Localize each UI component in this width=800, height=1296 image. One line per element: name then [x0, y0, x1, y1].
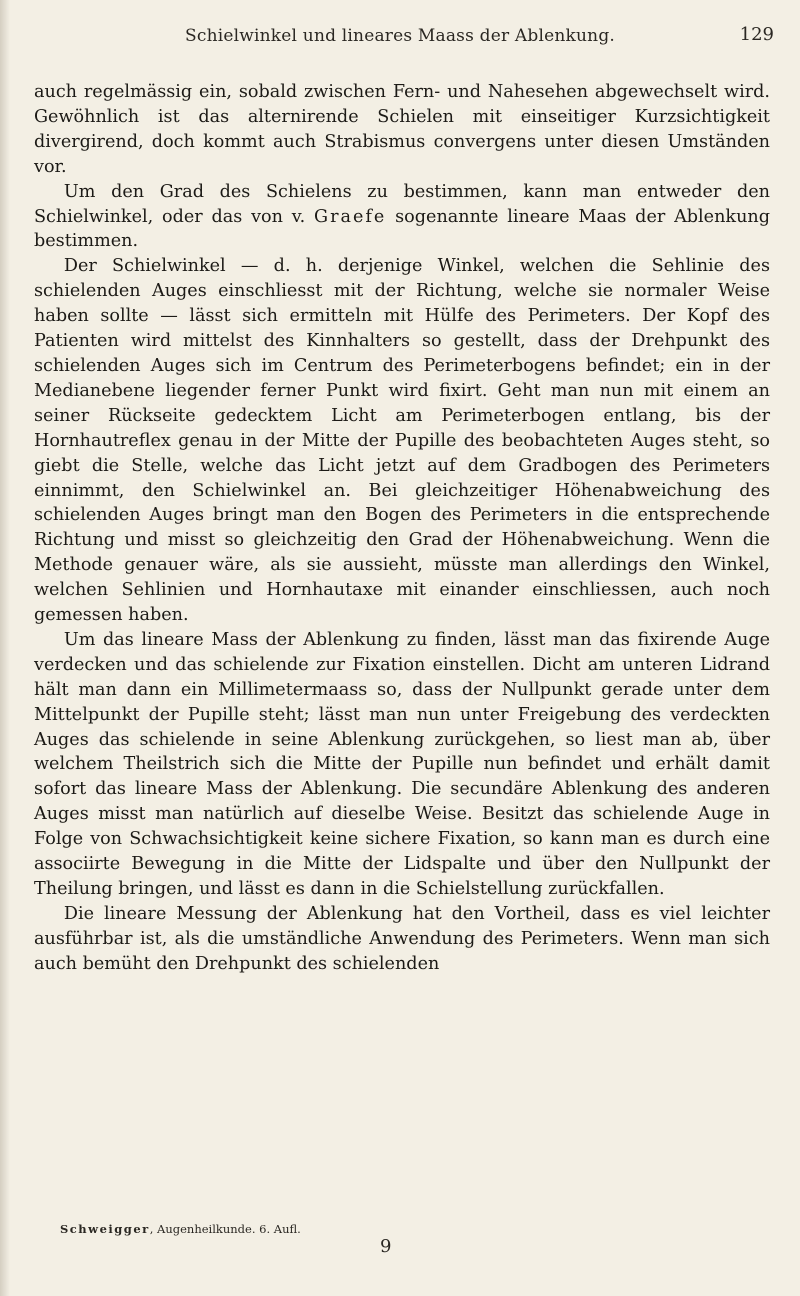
- paragraph-1: auch regelmässig ein, sobald zwischen Fern- und Nahesehen abgewechselt wird. Gewöhnlich ist das alternirende Schielen mit einseitiger Kurzsichtigkeit divergirend, doch kommt auch Strabismus convergens unter diesen Umständen vor.: [34, 82, 770, 177]
- paragraph-2: [34, 180, 770, 255]
- paragraph-3: Der Schielwinkel — d. h. derjenige Winkel, welchen die Sehlinie des schielenden Auges einschliesst mit der Richtung, welche sie normaler Weise haben sollte — lässt sich ermitteln mit Hülfe des Perimeters. Der Kopf des Patienten wird mittelst des Kinnhalters so gestellt, dass der Drehpunkt des schielenden Auges sich im Centrum des Perimeterbogens befindet; ein in der Medianebene liegender ferner Punkt wird fixirt. Geht man nun mit einem an seiner Rückseite gedecktem Licht am Perimeterbogen entlang, bis der Hornhautreflex genau in der Mitte der Pupille des beobachteten Auges steht, so giebt die Stelle, welche das Licht jetzt auf dem Gradbogen des Perimeters einnimmt, den Schielwinkel an. Bei gleichzeitiger Höhenabweichung des schielenden Auges bringt man den Bogen des Perimeters in die entsprechende Richtung und misst so gleichzeitig den Grad der Höhenabweichung. Wenn die Methode genauer wäre, als sie aussieht, müsste man allerdings den Winkel, welchen Sehlinien und Hornhautaxe mit einander einschliessen, auch noch gemessen haben.: [34, 256, 770, 626]
- paragraph-5: Die lineare Messung der Ablenkung hat den Vortheil, dass es viel leichter ausführbar ist, als die umständliche Anwendung des Perimeters. Wenn man sich auch bemüht den Drehpunkt des schielenden: [34, 903, 770, 974]
- paragraph-2-part-a: Um den Grad des Schielens zu bestimmen, kann man entweder den Schielwinkel, oder das von v.: [34, 181, 770, 227]
- author-name-graefe: Graefe: [314, 206, 387, 227]
- paragraph-4: Um das lineare Mass der Ablenkung zu finden, lässt man das fixirende Auge verdecken und das schielende zur Fixation einstellen. Dicht am unteren Lidrand hält man dann ein Millimetermaass so, dass der Nullpunkt gerade unter dem Mittelpunkt der Pupille steht; lässt man nun unter Freigebung des verdeckten Auges das schielende in seine Ablenkung zurückgehen, so liest man ab, über welchem Theilstrich sich die Mitte der Pupille nun befindet und erhält damit sofort das lineare Mass der Ablenkung. Die secundäre Ablenkung des anderen Auges misst man natürlich auf dieselbe Weise. Besitzt das schielende Auge in Folge von Schwachsichtigkeit keine sichere Fixation, so kann man es durch eine associirte Bewegung in die Mitte der Lidspalte und über den Nullpunkt der Theilung bringen, und lässt es dann in die Schielstellung zurückfallen.: [34, 629, 770, 899]
- footer-work: , Augenheilkunde. 6. Aufl.: [149, 1222, 301, 1236]
- paragraph-2-part-b: sogenannte lineare Maas der Ablenkung bestimmen.: [34, 206, 770, 252]
- body-text: [34, 80, 770, 977]
- footer-imprint: [60, 1222, 760, 1236]
- signature-mark: 9: [380, 1236, 392, 1257]
- page-number: 129: [739, 24, 774, 45]
- running-title: Schielwinkel und lineares Maass der Ablenkung.: [185, 26, 615, 46]
- page-edge-shadow: [0, 0, 10, 1296]
- footer-author: Schweigger: [60, 1222, 150, 1236]
